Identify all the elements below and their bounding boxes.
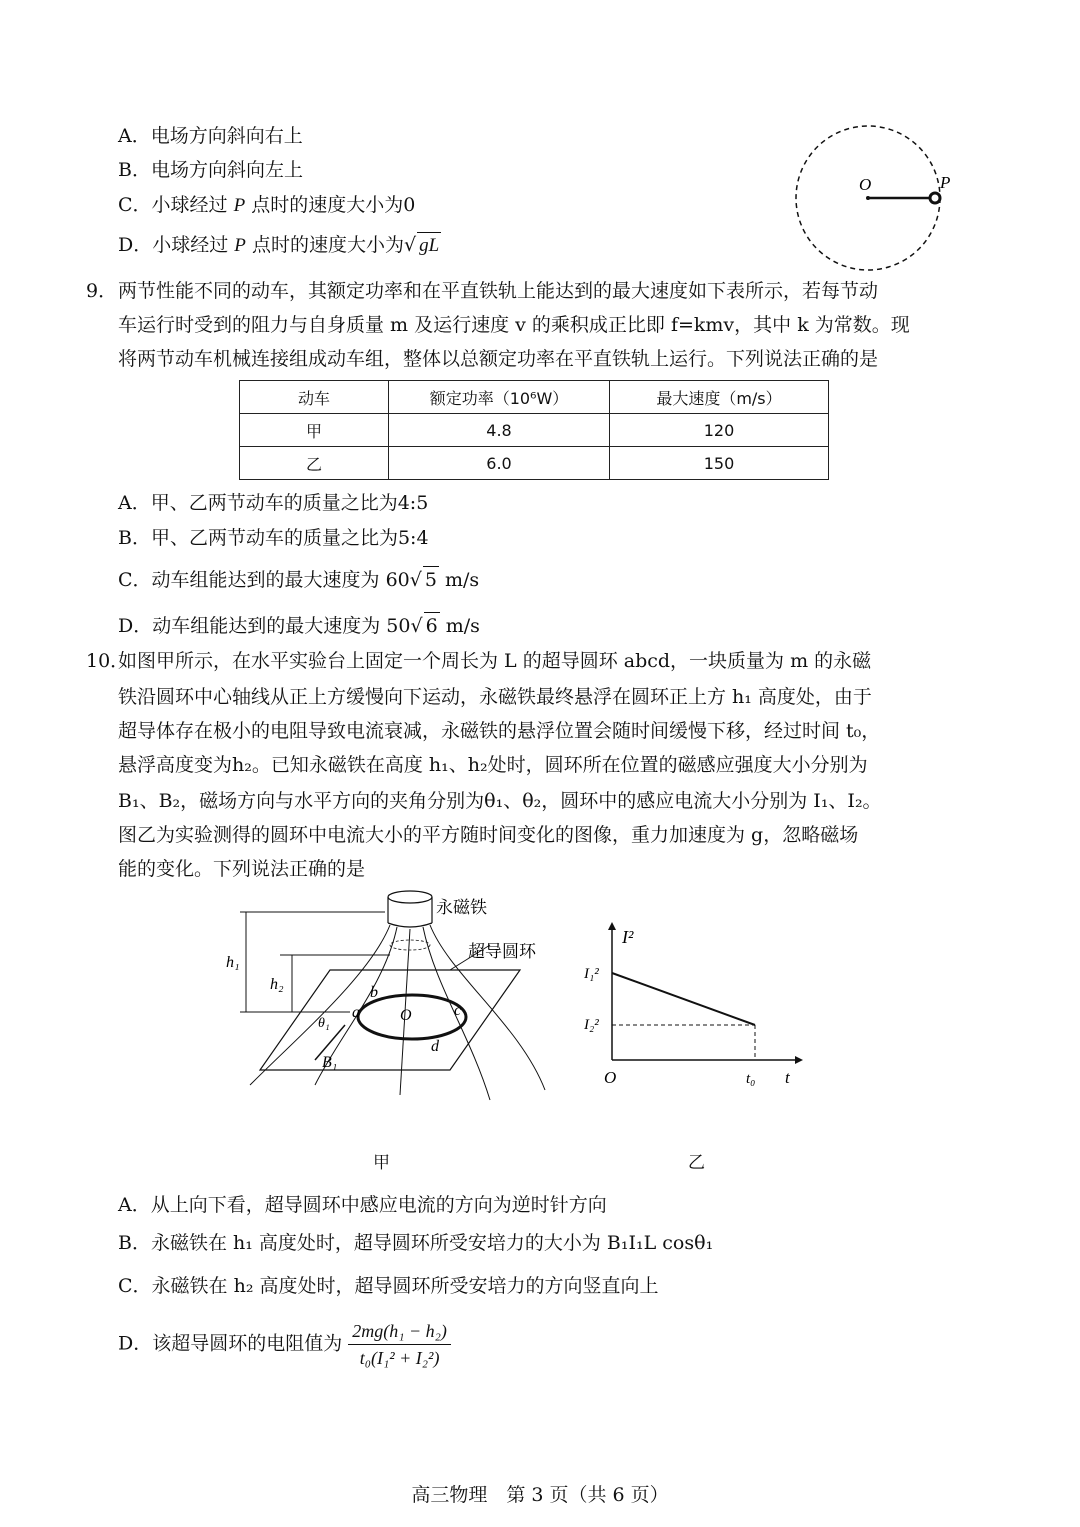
ball-p bbox=[930, 193, 940, 203]
label-magnet: 永磁铁 bbox=[436, 898, 487, 917]
table-header: 动车 bbox=[240, 381, 389, 414]
i-squared-line bbox=[612, 973, 755, 1025]
resistance-fraction: $\frac{\text{2mg(h₁ − h₂)}}{\text{t₀(I₁² + I₂²)}}$ bbox=[348, 1318, 451, 1371]
q9-line-2: 车运行时受到的阻力与自身质量 m 及运行速度 v 的乘积成正比即 f=kmv，其中 k 为常数。现 bbox=[118, 314, 910, 336]
q10-option-d: D．该超导圆环的电阻值为 $\frac{\text{2mg(h₁ − h₂)}}{\text{t₀(I₁² + I₂²)}}$ bbox=[118, 1318, 451, 1371]
q10-option-a: A．从上向下看，超导圆环中感应电流的方向为逆时针方向 bbox=[118, 1194, 607, 1216]
page-footer: 高三物理 第 3 页（共 6 页） bbox=[411, 1484, 669, 1506]
caption-yi: 乙 bbox=[688, 1153, 705, 1173]
q10-line-7: 能的变化。下列说法正确的是 bbox=[118, 858, 366, 880]
q10-number: 10． bbox=[86, 650, 130, 672]
label-p: P bbox=[940, 173, 951, 192]
table-plane bbox=[260, 970, 520, 1070]
caption-jia: 甲 bbox=[373, 1153, 390, 1173]
q8-option-a: A．电场方向斜向右上 bbox=[118, 125, 303, 147]
q10-line-2: 铁沿圆环中心轴线从正上方缓慢向下运动，永磁铁最终悬浮在圆环正上方 h₁ 高度处，由于 bbox=[118, 686, 872, 708]
table-cell: 120 bbox=[610, 414, 829, 447]
q8-option-d: D．小球经过 P 点时的速度大小为√ gL bbox=[118, 232, 441, 259]
label-i1: I₁² bbox=[584, 966, 599, 982]
q9-number: 9． bbox=[86, 280, 118, 302]
q9-line-1: 两节性能不同的动车，其额定功率和在平直铁轨上能达到的最大速度如下表所示，若每节动 bbox=[118, 280, 879, 302]
fig-yi-graph bbox=[580, 915, 810, 1090]
q8-option-b: B．电场方向斜向左上 bbox=[118, 159, 303, 181]
q8-circle-figure bbox=[785, 120, 955, 280]
label-y-axis: I² bbox=[622, 927, 634, 947]
q10-option-c: C．永磁铁在 h₂ 高度处时，超导圆环所受安培力的方向竖直向上 bbox=[118, 1275, 659, 1297]
label-h2: h₂ bbox=[270, 976, 284, 993]
q10-line-3: 超导体存在极小的电阻导致电流衰减，永磁铁的悬浮位置会随时间缓慢下移，经过时间 t₀， bbox=[118, 720, 881, 742]
label-theta1: θ₁ bbox=[318, 1016, 330, 1031]
q9-line-3: 将两节动车机械连接组成动车组，整体以总额定功率在平直铁轨上运行。下列说法正确的是 bbox=[118, 348, 879, 370]
label-h1: h₁ bbox=[226, 954, 240, 971]
table-header-row bbox=[240, 381, 829, 414]
table-row bbox=[240, 414, 829, 447]
q9-table bbox=[239, 380, 829, 480]
label-i2: I₂² bbox=[584, 1017, 599, 1033]
q9-option-b: B．甲、乙两节动车的质量之比为5:4 bbox=[118, 527, 429, 549]
label-o-ring: O bbox=[400, 1007, 412, 1024]
label-o: O bbox=[859, 175, 872, 194]
q10-option-b: B．永磁铁在 h₁ 高度处时，超导圆环所受安培力的大小为 B₁I₁L cosθ₁ bbox=[118, 1232, 714, 1254]
label-ring: 超导圆环 bbox=[468, 942, 536, 961]
label-t: t bbox=[785, 1068, 790, 1087]
table-cell: 4.8 bbox=[389, 414, 610, 447]
label-a: a bbox=[352, 1004, 360, 1021]
table-header: 最大速度（m/s） bbox=[610, 381, 829, 414]
table-row bbox=[240, 447, 829, 480]
label-d: d bbox=[431, 1038, 439, 1055]
fig-jia-magnet-ring bbox=[220, 885, 560, 1135]
q10-line-1: 如图甲所示，在水平实验台上固定一个周长为 L 的超导圆环 abcd，一块质量为 m 的永磁 bbox=[118, 650, 872, 672]
center-point bbox=[866, 196, 870, 200]
table-cell: 6.0 bbox=[389, 447, 610, 480]
table-header: 额定功率（10⁶W） bbox=[389, 381, 610, 414]
table-cell: 甲 bbox=[240, 414, 389, 447]
q9-option-d: D．动车组能达到的最大速度为 50√ 6 m/s bbox=[118, 612, 480, 639]
q10-line-6: 图乙为实验测得的圆环中电流大小的平方随时间变化的图像，重力加速度为 g，忽略磁场 bbox=[118, 824, 859, 846]
magnet-top bbox=[388, 891, 432, 903]
label-b: b bbox=[370, 984, 378, 1001]
superconducting-ring bbox=[358, 995, 466, 1039]
q9-option-a: A．甲、乙两节动车的质量之比为4:5 bbox=[118, 492, 429, 514]
q9-option-c: C．动车组能达到的最大速度为 60√ 5 m/s bbox=[118, 566, 479, 593]
table-cell: 150 bbox=[610, 447, 829, 480]
label-origin: O bbox=[604, 1068, 617, 1087]
label-t0: t₀ bbox=[746, 1071, 756, 1087]
label-c: c bbox=[454, 1002, 462, 1019]
q10-line-4: 悬浮高度变为h₂。已知永磁铁在高度 h₁、h₂处时，圆环所在位置的磁感应强度大小分别为 bbox=[118, 754, 868, 776]
q8-option-c: C．小球经过 P 点时的速度大小为0 bbox=[118, 194, 416, 216]
label-b1: B₁ bbox=[322, 1054, 338, 1071]
table-cell: 乙 bbox=[240, 447, 389, 480]
q10-line-5: B₁、B₂，磁场方向与水平方向的夹角分别为θ₁、θ₂，圆环中的感应电流大小分别为 I₁、I₂。 bbox=[118, 790, 882, 812]
